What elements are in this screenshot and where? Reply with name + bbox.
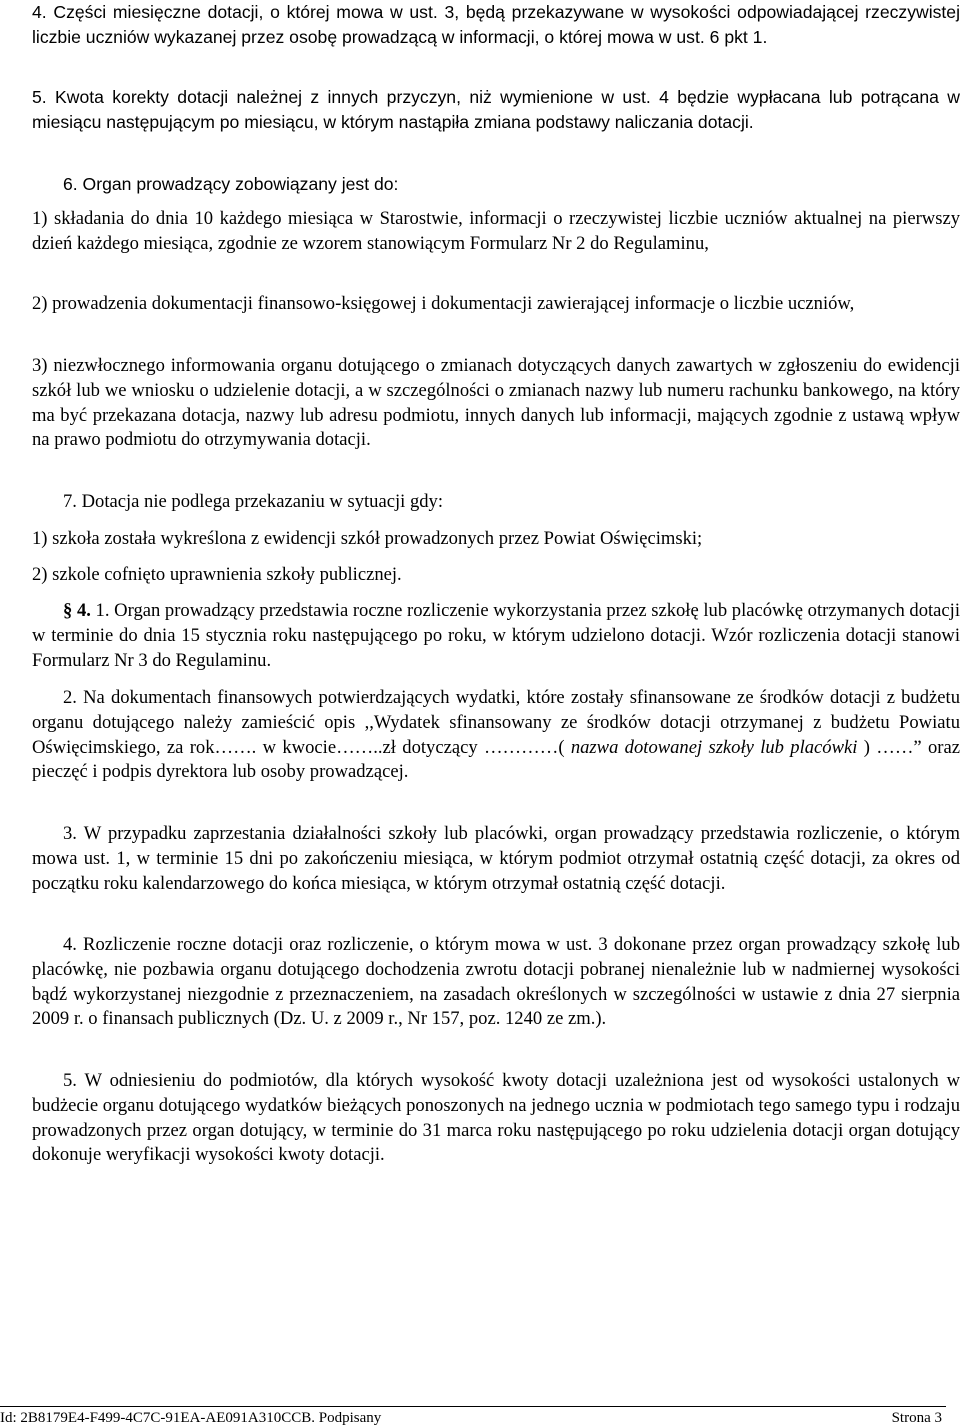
paragraph-7: 7. Dotacja nie podlega przekazaniu w sytuacji gdy: bbox=[63, 491, 444, 512]
section-4-paragraph-5: 5. W odniesieniu do podmiotów, dla których wysokość kwoty dotacji uzależniona jest od wysokości ustalonych w budżecie organu dotującego wydatków bieżących ponoszonych na jednego ucznia w podmiotach tego samego typu i rodzaju prowadzonych przez organ dotujący, w terminie do 31 marca roku następującego po roku udzielenia dotacji organ dotujący dokonuje weryfikacji wysokości kwoty dotacji. bbox=[32, 1070, 960, 1166]
list-item-6-2: 2) prowadzenia dokumentacji finansowo-księgowej i dokumentacji zawierającej informacje o liczbie uczniów, bbox=[32, 293, 855, 314]
section-4-paragraph-3: 3. W przypadku zaprzestania działalności szkoły lub placówki, organ prowadzący przedstawia rozliczenie, o którym mowa ust. 1, w terminie 15 dni po zakończeniu miesiąca, w którym podmiot otrzymał ostatnią część dotacji, za okres od początku roku kalendarzowego do końca miesiąca, w którym otrzymał ostatnią część dotacji. bbox=[32, 823, 960, 894]
section-4-paragraph-2-text-a: 2. Na dokumentach finansowych potwierdzających wydatki, które zostały sfinansowane ze środków dotacji z budżetu organu dotującego należy zamieścić opis ,,Wydatek sfinansowany ze środków dotacji otrzymanej z budżetu Powiatu Oświęcimskiego, za rok……. w kwocie……..zł dotyczący …………( bbox=[32, 687, 960, 758]
document-id: Id: 2B8179E4-F499-4C7C-91EA-AE091A310CCB. Podpisany bbox=[0, 1410, 382, 1426]
list-item-6-3: 3) niezwłocznego informowania organu dotującego o zmianach dotyczących danych zawartych w zgłoszeniu do ewidencji szkół lub we wniosku o udzielenie dotacji, a w szczególności o zmianach nazwy lub numeru rachunku bankowego, na który ma być przekazana dotacja, nazwy lub adresu podmiotu, innych danych lub informacji, mających zgodnie z ustawą wpływ na prawo podmiotu do otrzymywania dotacji. bbox=[32, 355, 960, 451]
section-4-paragraph-1 bbox=[32, 599, 960, 673]
section-4-paragraph-2-text-b: ) ……” oraz pieczęć i podpis dyrektora lub osoby prowadzącej. bbox=[32, 736, 960, 783]
section-4-paragraph-2 bbox=[32, 686, 960, 785]
page-footer bbox=[0, 1402, 960, 1428]
section-4-paragraph-4: 4. Rozliczenie roczne dotacji oraz rozliczenie, o którym mowa w ust. 3 dokonane przez organ prowadzący szkołę lub placówkę, nie pozbawia organu dotującego dochodzenia zwrotu dotacji pobranej nienależnie lub w nadmiernej wysokości bądź wykorzystanej niezgodnie z przeznaczeniem, na zasadach określonych w szczególności w ustawie z dnia 27 sierpnia 2009 r. o finansach publicznych (Dz. U. z 2009 r., Nr 157, poz. 1240 ze zm.). bbox=[32, 934, 960, 1030]
footer-divider bbox=[0, 1406, 946, 1407]
section-4-paragraph-1-text: 1. Organ prowadzący przedstawia roczne rozliczenie wykorzystania przez szkołę lub placówkę otrzymanych dotacji w terminie do dnia 15 stycznia roku następującego po roku, w którym udzielono dotacji. Wzór rozliczenia dotacji stanowi Formularz Nr 3 do Regulaminu. bbox=[32, 600, 960, 671]
list-item-6-1: 1) składania do dnia 10 każdego miesiąca w Starostwie, informacji o rzeczywistej liczbie uczniów aktualnej na pierwszy dzień każdego miesiąca, zgodnie ze wzorem stanowiącym Formularz Nr 2 do Regulaminu, bbox=[32, 208, 960, 254]
list-item-7-1: 1) szkoła została wykreślona z ewidencji szkół prowadzonych przez Powiat Oświęcimski; bbox=[32, 528, 703, 549]
section-4-number: § 4. bbox=[63, 600, 91, 621]
page-number: Strona 3 bbox=[891, 1410, 942, 1426]
list-item-7-2: 2) szkole cofnięto uprawnienia szkoły publicznej. bbox=[32, 564, 402, 585]
section-4-paragraph-2-italic: nazwa dotowanej szkoły lub placówki bbox=[564, 736, 864, 758]
paragraph-4: 4. Części miesięczne dotacji, o której mowa w ust. 3, będą przekazywane w wysokości odpowiadającej rzeczywistej liczbie uczniów wykazanej przez osobę prowadzącą w informacji, o której mowa w ust. 6 pkt 1. bbox=[32, 2, 960, 47]
paragraph-6: 6. Organ prowadzący zobowiązany jest do: bbox=[63, 174, 399, 194]
paragraph-5: 5. Kwota korekty dotacji należnej z innych przyczyn, niż wymienione w ust. 4 będzie wypłacana lub potrącana w miesiącu następującym po miesiącu, w którym nastąpiła zmiana podstawy naliczania dotacji. bbox=[32, 87, 960, 132]
